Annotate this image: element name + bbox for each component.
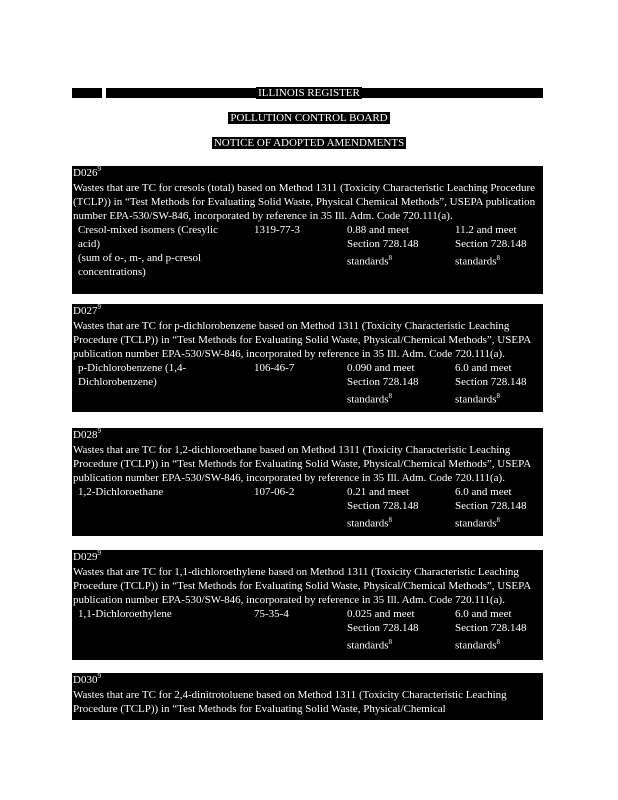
constituent-row — [72, 223, 543, 279]
cas-number: 75-35-4 — [254, 608, 289, 620]
constituent-row — [72, 485, 543, 530]
waste-entry-d029 — [72, 550, 543, 660]
nonwastewater-standard: 6.0 and meet Section 728.148 standards$^8$ — [455, 608, 527, 652]
waste-description: Wastes that are TC for p-dichlorobenzene based on Method 1311 (Toxicity Characteristic Leaching Procedure (TCLP)) in “Test Methods for Evaluating Solid Waste, Physical/Chemical Methods”, USEPA publication number EPA-530/SW-846, incorporated by reference in 35 Ill. Adm. Code 720.111(a). — [73, 320, 531, 360]
nonwastewater-standard: 11.2 and meet Section 728.148 standards$^8$ — [455, 224, 527, 268]
waste-entry-d028 — [72, 428, 543, 536]
wastewater-standard: 0.88 and meet Section 728.148 standards$^8$ — [347, 224, 419, 268]
waste-code: $D028^9$ — [73, 427, 101, 441]
waste-code: $D027^9$ — [73, 303, 101, 317]
waste-entry-d027 — [72, 304, 543, 412]
waste-description: Wastes that are TC for cresols (total) based on Method 1311 (Toxicity Characteristic Leaching Procedure (TCLP)) in “Test Methods for Evaluating Solid Waste, Physical Chemical Methods”, USEPA publication number EPA-530/SW-846, incorporated by reference in 35 Ill. Adm. Code 720.111(a). — [73, 182, 536, 222]
constituent-name: p-Dichlorobenzene (1,4- Dichlorobenzene) — [78, 362, 187, 388]
waste-code: $D029^9$ — [73, 549, 101, 563]
waste-entry-d026 — [72, 166, 543, 294]
cas-number: 107-06-2 — [254, 486, 295, 498]
waste-description: Wastes that are TC for 1,1-dichloroethylene based on Method 1311 (Toxicity Characteristic Leaching Procedure (TCLP)) in “Test Methods for Evaluating Solid Waste, Physical/Chemical Methods”, USEPA publication number EPA-530/SW-846, incorporated by reference in 35 Ill. Adm. Code 720.111(a). — [73, 566, 531, 606]
cas-number: 106-46-7 — [254, 362, 295, 374]
constituent-row — [72, 607, 543, 652]
constituent-name: 1,2-Dichloroethane — [78, 486, 164, 498]
cas-number: 1319-77-3 — [254, 224, 300, 236]
constituent-row — [72, 361, 543, 406]
board-title-text: POLLUTION CONTROL BOARD — [230, 112, 388, 124]
board-title — [0, 112, 618, 124]
wastewater-standard: 0.090 and meet Section 728.148 standards$^8$ — [347, 362, 419, 406]
constituent-name: 1,1-Dichloroethylene — [78, 608, 172, 620]
waste-code: $D026^9$ — [73, 165, 101, 179]
wastewater-standard: 0.21 and meet Section 728.148 standards$^8$ — [347, 486, 419, 530]
wastewater-standard: 0.025 and meet Section 728.148 standards$^8$ — [347, 608, 419, 652]
waste-description: Wastes that are TC for 1,2-dichloroethane based on Method 1311 (Toxicity Characteristic Leaching Procedure (TCLP)) in “Test Methods for Evaluating Solid Waste, Physical/Chemical Methods”, USEPA publication number EPA-530/SW-846, incorporated by reference in 35 Ill. Adm. Code 720.111(a). — [73, 444, 531, 484]
waste-code: $D030^9$ — [73, 673, 101, 686]
waste-description: Wastes that are TC for 2,4-dinitrotoluene based on Method 1311 (Toxicity Characteristic Leaching Procedure (TCLP)) in “Test Methods for Evaluating Solid Waste, Physical/Chemical — [73, 689, 507, 715]
notice-title — [0, 137, 618, 149]
waste-entry-d030 — [72, 673, 543, 720]
register-title-text: ILLINOIS REGISTER — [258, 87, 360, 99]
register-title — [0, 87, 618, 99]
nonwastewater-standard: 6.0 and meet Section 728.148 standards$^8$ — [455, 486, 527, 530]
nonwastewater-standard: 6.0 and meet Section 728.148 standards$^8$ — [455, 362, 527, 406]
notice-title-text: NOTICE OF ADOPTED AMENDMENTS — [213, 137, 405, 149]
constituent-name: Cresol-mixed isomers (Cresylic acid) (sum of o-, m-, and p-cresol concentrations) — [78, 224, 218, 278]
